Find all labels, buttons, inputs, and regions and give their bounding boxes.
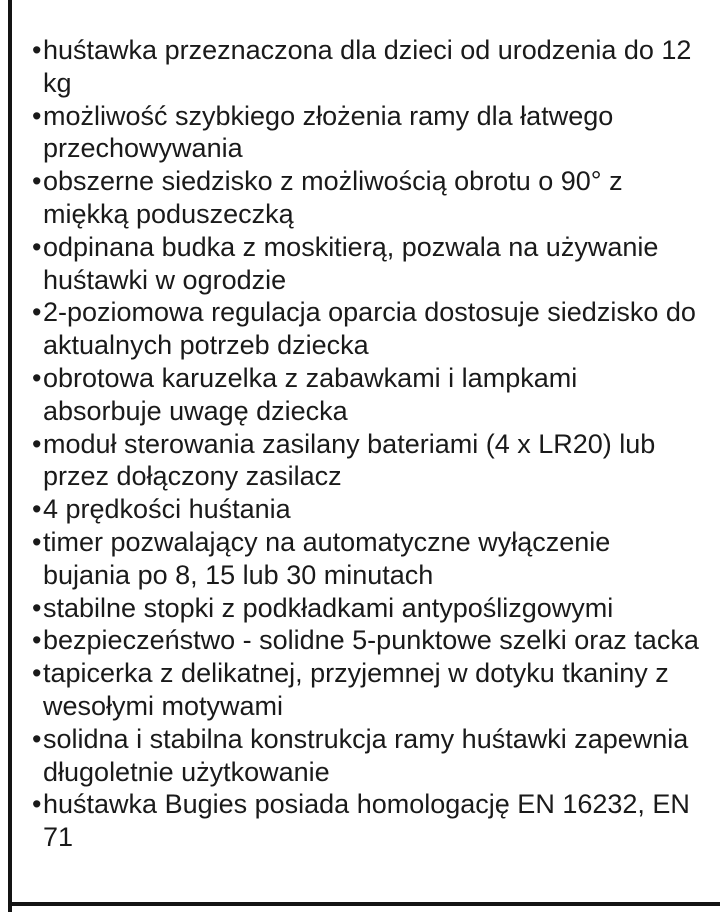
list-item-text: 4 prędkości huśtania: [43, 494, 291, 525]
bullet: •: [32, 297, 42, 328]
list-item-text: stabilne stopki z podkładkami antypoślizgowymi: [43, 592, 614, 623]
list-item: [32, 165, 702, 231]
list-item: [32, 723, 702, 789]
list-item: [32, 493, 702, 526]
list-item: [32, 657, 702, 723]
bullet: •: [32, 100, 42, 131]
list-item-text: huśtawka Bugies posiada homologację EN 16232, EN 71: [43, 789, 690, 853]
bullet: •: [32, 625, 42, 656]
list-item: [32, 428, 702, 494]
list-item: [32, 592, 702, 625]
list-item-text: obszerne siedzisko z możliwością obrotu o 90° z miękką poduszeczką: [43, 166, 623, 229]
list-item-text: tapicerka z delikatnej, przyjemnej w dotyku tkaniny z wesołymi motywami: [43, 658, 669, 721]
bullet: •: [32, 362, 42, 393]
list-item-text: timer pozwalający na automatyczne wyłączenie bujania po 8, 15 lub 30 minutach: [43, 526, 611, 590]
list-item: [32, 34, 702, 100]
list-item-text: huśtawka przeznaczona dla dzieci od urodzenia do 12 kg: [43, 35, 692, 98]
list-item-text: solidna i stabilna konstrukcja ramy huśtawki zapewnia długoletnie użytkowanie: [43, 723, 689, 787]
frame-bottom-border: [8, 902, 720, 906]
list-item: [32, 296, 702, 362]
frame-left-border: [8, 0, 12, 912]
list-item: [32, 100, 702, 166]
list-item: [32, 231, 702, 297]
list-item-text: 2-poziomowa regulacja oparcia dostosuje siedzisko do aktualnych potrzeb dziecka: [43, 297, 696, 361]
list-item-text: bezpieczeństwo - solidne 5-punktowe szelki oraz tacka: [43, 625, 699, 656]
bullet: •: [32, 35, 42, 65]
feature-list: [32, 34, 702, 854]
bullet: •: [32, 231, 42, 262]
bullet: •: [32, 428, 42, 459]
list-item: [32, 362, 702, 428]
bullet: •: [32, 789, 42, 820]
bullet: •: [32, 723, 42, 754]
bullet: •: [32, 658, 42, 689]
list-item-text: odpinana budka z moskitierą, pozwala na używanie huśtawki w ogrodzie: [43, 231, 659, 295]
bullet: •: [32, 592, 42, 623]
bullet: •: [32, 526, 42, 557]
bullet: •: [32, 494, 42, 525]
list-item: [32, 526, 702, 592]
bullet: •: [32, 166, 42, 197]
list-item: [32, 788, 702, 854]
list-item-text: moduł sterowania zasilany bateriami (4 x LR20) lub przez dołączony zasilacz: [43, 428, 656, 492]
list-item: [32, 624, 702, 657]
list-item-text: możliwość szybkiego złożenia ramy dla łatwego przechowywania: [43, 100, 614, 164]
list-item-text: obrotowa karuzelka z zabawkami i lampkami absorbuje uwagę dziecka: [43, 362, 578, 426]
